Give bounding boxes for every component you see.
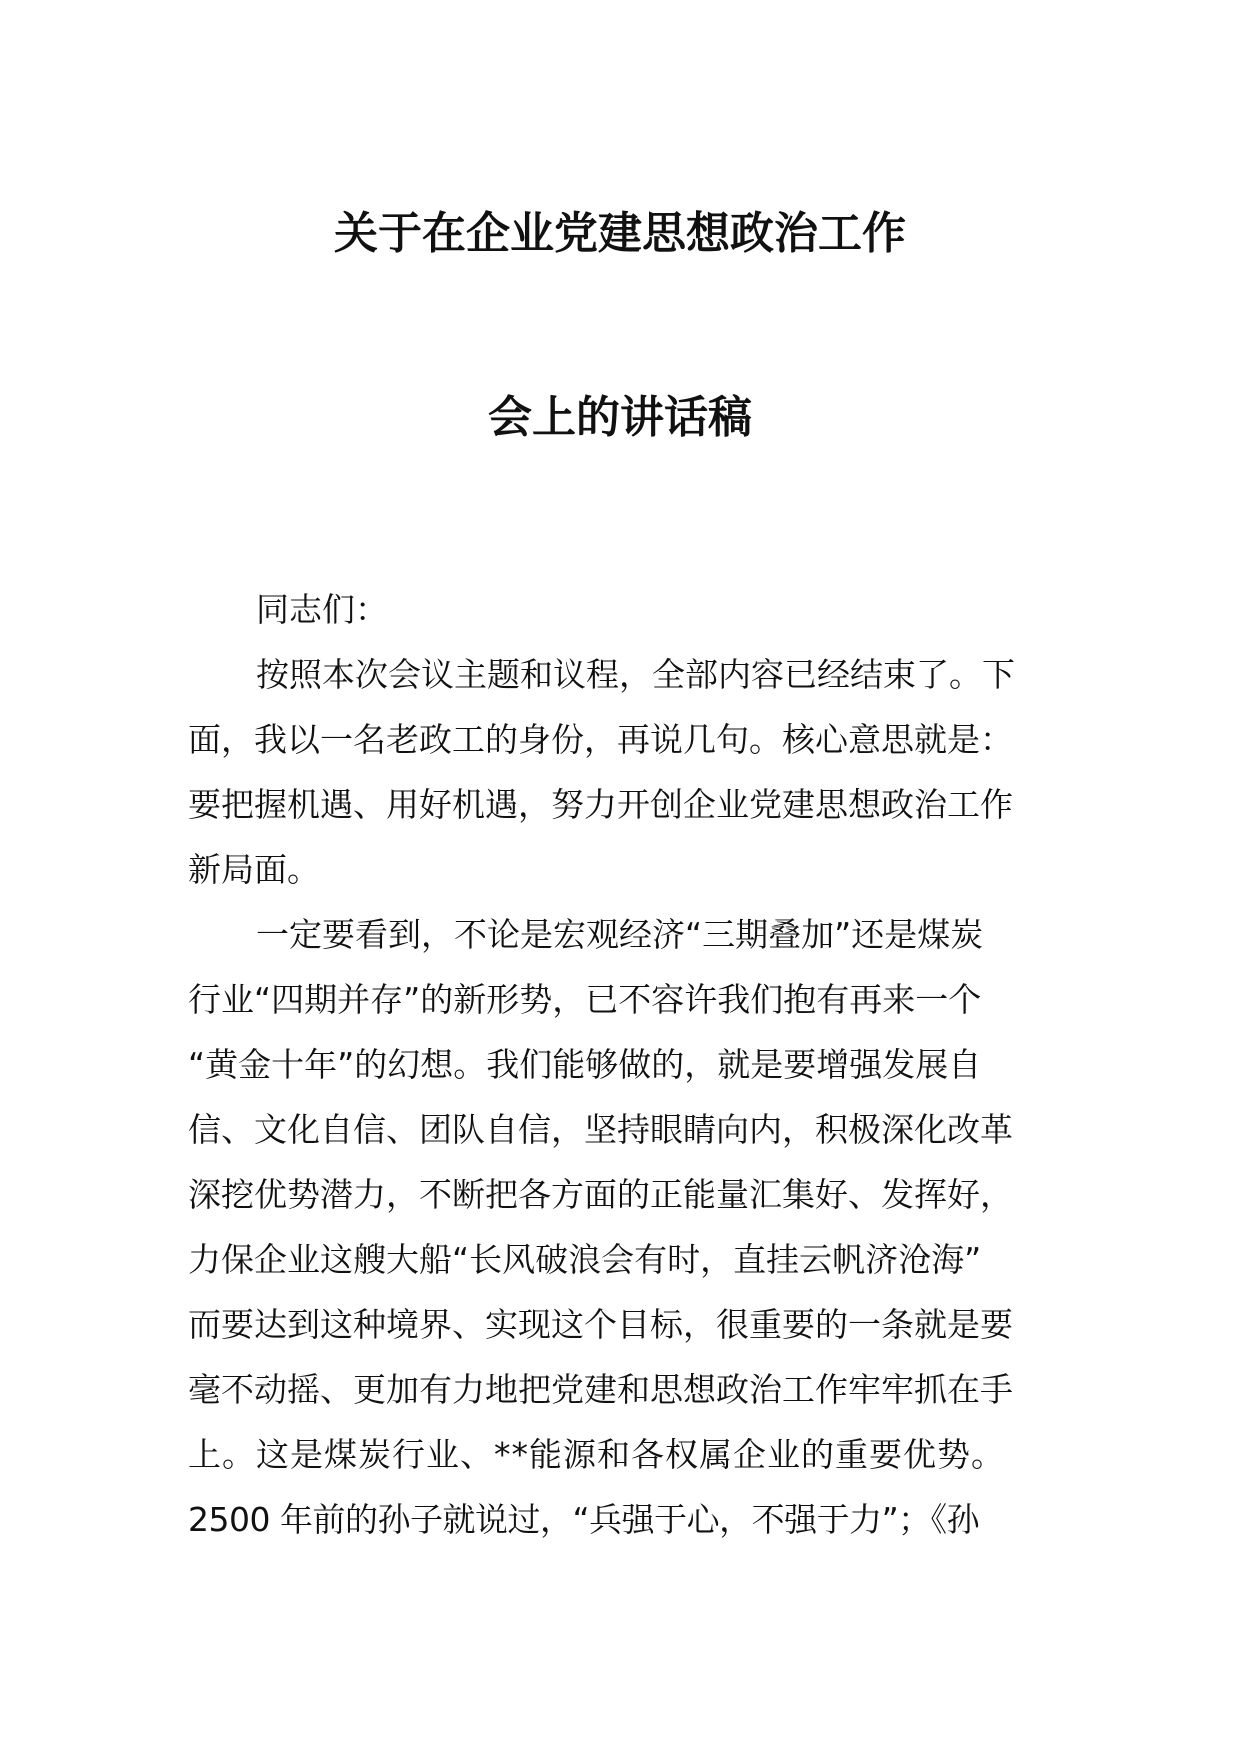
body-line: 按照本次会议主题和议程，全部内容已经结束了。下 <box>256 655 1015 694</box>
body-line: 要把握机遇、用好机遇，努力开创企业党建思想政治工作 <box>188 785 1013 824</box>
body-line: 行业“四期并存”的新形势，已不容许我们抱有再来一个 <box>188 980 982 1019</box>
salutation: 同志们： <box>256 590 388 629</box>
body-line: 面，我以一名老政工的身份，再说几句。核心意思就是： <box>188 720 1013 759</box>
speech-body <box>188 577 1068 1552</box>
document-title-line-2: 会上的讲话稿 <box>488 392 752 443</box>
body-line: 新局面。 <box>188 850 320 889</box>
body-line: 2500 年前的孙子就说过，“兵强于心，不强于力”；《孙 <box>188 1500 980 1539</box>
body-line: 信、文化自信、团队自信，坚持眼睛向内，积极深化改革 <box>188 1110 1013 1149</box>
body-line: 一定要看到，不论是宏观经济“三期叠加”还是煤炭 <box>256 915 984 954</box>
body-line: 而要达到这种境界、实现这个目标，很重要的一条就是要 <box>188 1305 1013 1344</box>
document-title-line-1: 关于在企业党建思想政治工作 <box>334 208 906 259</box>
body-line: 上。这是煤炭行业、**能源和各权属企业的重要优势。 <box>188 1435 1005 1474</box>
body-line: “黄金十年”的幻想。我们能够做的，就是要增强发展自 <box>188 1045 982 1084</box>
body-line: 力保企业这艘大船“长风破浪会有时，直挂云帆济沧海” <box>188 1240 982 1279</box>
body-line: 毫不动摇、更加有力地把党建和思想政治工作牢牢抓在手 <box>188 1370 1013 1409</box>
body-line: 深挖优势潜力，不断把各方面的正能量汇集好、发挥好， <box>188 1175 1013 1214</box>
